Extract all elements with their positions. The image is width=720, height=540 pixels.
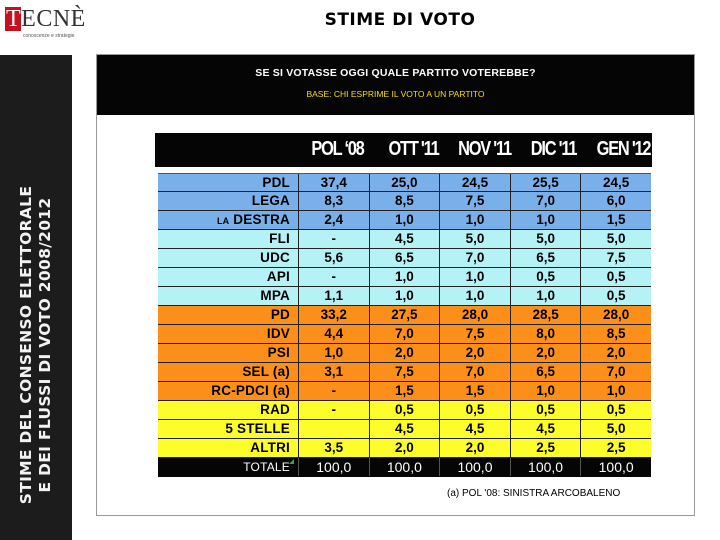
vote-value: 4,5 (369, 420, 440, 438)
column-header: GEN '12 (596, 138, 651, 160)
party-name-label: DESTRA (233, 212, 290, 227)
party-name-label: PD (270, 307, 290, 322)
vote-value: 3,1 (298, 363, 369, 381)
vote-value: 7,5 (369, 363, 440, 381)
table-row (158, 401, 651, 420)
vote-value: 37,4 (298, 174, 369, 192)
vote-value: 0,5 (580, 268, 651, 286)
vote-value: 2,0 (369, 344, 440, 362)
vote-value: 28,5 (510, 306, 581, 324)
vote-value: 7,0 (580, 363, 651, 381)
vote-value: 1,0 (369, 287, 440, 305)
vote-value: 7,5 (439, 325, 510, 343)
party-name-label: LEGA (251, 193, 290, 208)
table-row (158, 287, 651, 306)
vote-value: 2,0 (369, 439, 440, 457)
party-name (158, 174, 298, 192)
party-name (158, 363, 298, 381)
vote-value: 3,5 (298, 439, 369, 457)
vote-value: - (298, 268, 369, 286)
party-name (158, 192, 298, 210)
vote-value: 4,5 (369, 230, 440, 248)
vote-value: 6,5 (510, 363, 581, 381)
column-header: DIC '11 (530, 138, 577, 160)
table-row (158, 382, 651, 401)
party-name-label: PDL (262, 175, 290, 190)
total-value: 100,0 (369, 458, 440, 476)
party-name-label: ALTRI (250, 440, 290, 455)
vote-value: 1,1 (298, 287, 369, 305)
vote-value: - (298, 401, 369, 419)
vote-value: 5,0 (510, 230, 581, 248)
party-name-label: UDC (260, 250, 290, 265)
vote-value: - (298, 230, 369, 248)
vote-value: 7,0 (439, 249, 510, 267)
party-name (158, 439, 298, 457)
sidebar-caption (17, 186, 55, 504)
vote-value: 1,0 (369, 211, 440, 229)
party-name-label: FLI (269, 231, 290, 246)
vote-value: 2,5 (510, 439, 581, 457)
table-row (158, 211, 651, 230)
vote-value: 1,5 (369, 382, 440, 400)
party-name (158, 325, 298, 343)
survey-base: BASE: CHI ESPRIME IL VOTO A UN PARTITO (306, 89, 485, 99)
vote-value: 8,5 (369, 192, 440, 210)
footnote: (a) POL '08: SINISTRA ARCOBALENO (447, 488, 621, 499)
party-name (158, 401, 298, 419)
party-name (158, 211, 298, 229)
party-name (158, 382, 298, 400)
survey-question: SE SI VOTASSE OGGI QUALE PARTITO VOTEREBBE? (255, 67, 536, 79)
vote-value: 24,5 (580, 174, 651, 192)
vote-value: 4,5 (439, 420, 510, 438)
vote-value: 2,4 (298, 211, 369, 229)
table-row (158, 268, 651, 287)
party-name-label: IDV (266, 326, 290, 341)
table-row (158, 363, 651, 382)
total-label: TOTALE (243, 460, 290, 474)
party-name-label: MPA (260, 288, 290, 303)
party-name (158, 420, 298, 438)
party-name-label: API (266, 269, 290, 284)
vote-value: 0,5 (439, 401, 510, 419)
vote-value: 7,0 (510, 192, 581, 210)
party-name-label: 5 STELLE (225, 421, 290, 436)
party-name (158, 287, 298, 305)
total-row (158, 458, 651, 477)
column-header: NOV '11 (458, 138, 511, 160)
vote-value: 2,0 (580, 344, 651, 362)
vote-value: 7,0 (439, 363, 510, 381)
total-value: 100,0 (580, 458, 651, 476)
vote-value: 7,5 (439, 192, 510, 210)
vote-table-body (158, 173, 651, 477)
total-value: 100,0 (510, 458, 581, 476)
question-header (97, 55, 694, 115)
page-title: STIME DI VOTO (324, 10, 476, 30)
vote-value: 0,5 (369, 401, 440, 419)
table-row (158, 230, 651, 249)
vote-value: 24,5 (439, 174, 510, 192)
table-row (158, 420, 651, 439)
vote-value: 6,0 (580, 192, 651, 210)
vote-value: 25,0 (369, 174, 440, 192)
table-row (158, 306, 651, 325)
vote-value: 1,5 (580, 211, 651, 229)
vote-value: 7,0 (369, 325, 440, 343)
table-row (158, 325, 651, 344)
table-row (158, 192, 651, 211)
sidebar-line-1: STIME DEL CONSENSO ELETTORALE (17, 185, 35, 505)
vote-value: 8,3 (298, 192, 369, 210)
party-name (158, 249, 298, 267)
vote-value: 2,5 (580, 439, 651, 457)
vote-value: 1,5 (439, 382, 510, 400)
vote-value: 4,5 (510, 420, 581, 438)
vote-value: 1,0 (439, 268, 510, 286)
vote-value: 5,0 (580, 230, 651, 248)
logo-wordmark: TECNÈ (6, 6, 86, 32)
vote-value: 2,0 (510, 344, 581, 362)
vote-value: 8,0 (510, 325, 581, 343)
vote-value: 5,0 (439, 230, 510, 248)
vote-value: 0,5 (580, 401, 651, 419)
vote-value: 1,0 (510, 211, 581, 229)
table-row (158, 439, 651, 458)
vote-value: 2,0 (439, 344, 510, 362)
vote-value: 0,5 (580, 287, 651, 305)
party-name (158, 230, 298, 248)
party-name-label: RC-PDCI (a) (211, 383, 290, 398)
vote-value: 1,0 (439, 211, 510, 229)
vote-value: 1,0 (439, 287, 510, 305)
party-name-label: PSI (267, 345, 290, 360)
total-value: 100,0 (298, 458, 369, 476)
party-name (158, 268, 298, 286)
party-name-prefix: LA (216, 216, 230, 226)
vote-value: 1,0 (510, 382, 581, 400)
vote-value: 1,0 (298, 344, 369, 362)
table-header (155, 133, 652, 167)
table-row (158, 344, 651, 363)
vote-value: 27,5 (369, 306, 440, 324)
vote-value: 5,0 (580, 420, 651, 438)
vote-value: 6,5 (510, 249, 581, 267)
column-header: POL ‘08 (311, 138, 364, 160)
vote-value: 4,4 (298, 325, 369, 343)
table-row (158, 249, 651, 268)
party-name (158, 344, 298, 362)
tecne-logo (5, 6, 115, 46)
vote-value: - (298, 382, 369, 400)
party-name-label: SEL (a) (242, 364, 290, 379)
vote-value: 7,5 (580, 249, 651, 267)
vote-value: 6,5 (369, 249, 440, 267)
vote-value: 1,0 (510, 287, 581, 305)
vote-value: 0,5 (510, 401, 581, 419)
vote-value: 28,0 (580, 306, 651, 324)
table-row (158, 173, 651, 192)
vote-value (298, 420, 369, 438)
vote-value: 25,5 (510, 174, 581, 192)
party-name (158, 306, 298, 324)
vote-value: 2,0 (439, 439, 510, 457)
party-name-label: RAD (260, 402, 290, 417)
sidebar-line-2: E DEI FLUSSI DI VOTO 2008/2012 (36, 197, 54, 493)
vote-value: 33,2 (298, 306, 369, 324)
vote-value: 1,0 (369, 268, 440, 286)
sidebar (0, 55, 72, 540)
total-value: 100,0 (439, 458, 510, 476)
vote-value: 0,5 (510, 268, 581, 286)
column-header: OTT '11 (388, 138, 439, 160)
vote-value: 5,6 (298, 249, 369, 267)
vote-value: 1,0 (580, 382, 651, 400)
vote-value: 8,5 (580, 325, 651, 343)
vote-value: 28,0 (439, 306, 510, 324)
logo-tagline: conoscenze e strategie (23, 33, 75, 39)
corner-marker-icon (289, 459, 294, 464)
